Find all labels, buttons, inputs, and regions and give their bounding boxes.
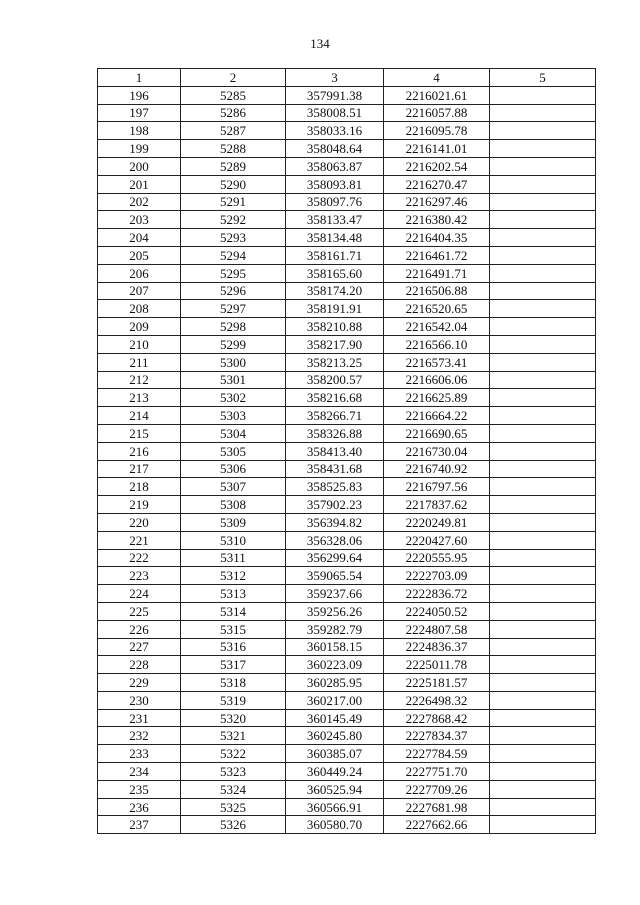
table-cell-col-5 xyxy=(490,371,596,389)
table-cell-col-2: 5286 xyxy=(181,104,286,122)
table-row xyxy=(98,389,596,407)
table-cell-col-4: 2227868.42 xyxy=(384,709,490,727)
table-cell-col-5 xyxy=(490,638,596,656)
table-cell-col-2: 5323 xyxy=(181,763,286,781)
table-cell-col-4: 2227784.59 xyxy=(384,745,490,763)
table-row xyxy=(98,442,596,460)
table-cell-col-3: 360145.49 xyxy=(286,709,384,727)
table-cell-col-3: 360223.09 xyxy=(286,656,384,674)
table-cell-col-3: 358266.71 xyxy=(286,407,384,425)
table-cell-col-5 xyxy=(490,300,596,318)
table-row xyxy=(98,460,596,478)
table-cell-col-2: 5319 xyxy=(181,691,286,709)
table-row xyxy=(98,513,596,531)
table-cell-col-4: 2216797.56 xyxy=(384,478,490,496)
table-cell-col-5 xyxy=(490,193,596,211)
table-cell-col-2: 5296 xyxy=(181,282,286,300)
table-row xyxy=(98,549,596,567)
table-cell-col-4: 2216730.04 xyxy=(384,442,490,460)
table-cell-col-3: 358097.76 xyxy=(286,193,384,211)
table-cell-col-2: 5299 xyxy=(181,335,286,353)
table-cell-col-3: 360245.80 xyxy=(286,727,384,745)
table-cell-col-1: 233 xyxy=(98,745,181,763)
table-cell-col-1: 197 xyxy=(98,104,181,122)
table-cell-col-1: 232 xyxy=(98,727,181,745)
table-header xyxy=(98,69,596,87)
table-cell-col-2: 5317 xyxy=(181,656,286,674)
table-cell-col-3: 358431.68 xyxy=(286,460,384,478)
table-cell-col-4: 2222836.72 xyxy=(384,585,490,603)
table-row xyxy=(98,620,596,638)
table-cell-col-3: 358048.64 xyxy=(286,140,384,158)
table-cell-col-3: 359256.26 xyxy=(286,602,384,620)
table-cell-col-3: 358326.88 xyxy=(286,424,384,442)
table-cell-col-5 xyxy=(490,211,596,229)
table-cell-col-1: 224 xyxy=(98,585,181,603)
table-cell-col-1: 234 xyxy=(98,763,181,781)
table-cell-col-1: 219 xyxy=(98,496,181,514)
table-row xyxy=(98,638,596,656)
table-cell-col-5 xyxy=(490,460,596,478)
table-cell-col-3: 360285.95 xyxy=(286,674,384,692)
table-cell-col-3: 358217.90 xyxy=(286,335,384,353)
table-cell-col-4: 2226498.32 xyxy=(384,691,490,709)
table-cell-col-4: 2216740.92 xyxy=(384,460,490,478)
table-cell-col-4: 2220427.60 xyxy=(384,531,490,549)
table-cell-col-1: 222 xyxy=(98,549,181,567)
page-number: 134 xyxy=(310,36,330,51)
table-cell-col-3: 358210.88 xyxy=(286,318,384,336)
table-cell-col-1: 218 xyxy=(98,478,181,496)
table-cell-col-4: 2216270.47 xyxy=(384,175,490,193)
table-cell-col-2: 5301 xyxy=(181,371,286,389)
table-cell-col-1: 200 xyxy=(98,157,181,175)
table-cell-col-5 xyxy=(490,282,596,300)
column-header-4: 4 xyxy=(384,69,490,87)
table-cell-col-2: 5321 xyxy=(181,727,286,745)
table-row xyxy=(98,585,596,603)
table-cell-col-2: 5318 xyxy=(181,674,286,692)
table-cell-col-1: 223 xyxy=(98,567,181,585)
table-cell-col-3: 358093.81 xyxy=(286,175,384,193)
table-cell-col-4: 2216297.46 xyxy=(384,193,490,211)
table-row xyxy=(98,727,596,745)
table-cell-col-1: 226 xyxy=(98,620,181,638)
table-cell-col-2: 5306 xyxy=(181,460,286,478)
table-row xyxy=(98,104,596,122)
table-cell-col-3: 358165.60 xyxy=(286,264,384,282)
table-row xyxy=(98,674,596,692)
table-cell-col-1: 196 xyxy=(98,86,181,104)
table-cell-col-1: 237 xyxy=(98,816,181,834)
table-cell-col-3: 357991.38 xyxy=(286,86,384,104)
table-cell-col-4: 2216690.65 xyxy=(384,424,490,442)
table-cell-col-1: 212 xyxy=(98,371,181,389)
table-cell-col-3: 360566.91 xyxy=(286,798,384,816)
table-cell-col-3: 356394.82 xyxy=(286,513,384,531)
table-row xyxy=(98,424,596,442)
table-cell-col-2: 5293 xyxy=(181,229,286,247)
table-cell-col-2: 5325 xyxy=(181,798,286,816)
table-cell-col-4: 2220249.81 xyxy=(384,513,490,531)
table-cell-col-1: 215 xyxy=(98,424,181,442)
table-cell-col-3: 360217.00 xyxy=(286,691,384,709)
table-row xyxy=(98,175,596,193)
table-cell-col-5 xyxy=(490,656,596,674)
table-cell-col-2: 5304 xyxy=(181,424,286,442)
table-cell-col-1: 228 xyxy=(98,656,181,674)
table-cell-col-3: 357902.23 xyxy=(286,496,384,514)
table-cell-col-1: 209 xyxy=(98,318,181,336)
table-cell-col-3: 360385.07 xyxy=(286,745,384,763)
table-cell-col-5 xyxy=(490,531,596,549)
table-cell-col-1: 210 xyxy=(98,335,181,353)
table-cell-col-1: 227 xyxy=(98,638,181,656)
table-cell-col-5 xyxy=(490,709,596,727)
table-cell-col-4: 2216606.06 xyxy=(384,371,490,389)
table-row xyxy=(98,780,596,798)
table-cell-col-2: 5322 xyxy=(181,745,286,763)
table-cell-col-2: 5292 xyxy=(181,211,286,229)
table-cell-col-5 xyxy=(490,424,596,442)
table-cell-col-5 xyxy=(490,229,596,247)
table-cell-col-2: 5285 xyxy=(181,86,286,104)
table-cell-col-1: 230 xyxy=(98,691,181,709)
table-cell-col-5 xyxy=(490,798,596,816)
table-cell-col-1: 198 xyxy=(98,122,181,140)
table-cell-col-4: 2216566.10 xyxy=(384,335,490,353)
table-cell-col-4: 2224807.58 xyxy=(384,620,490,638)
table-row xyxy=(98,602,596,620)
table-row xyxy=(98,478,596,496)
table-cell-col-4: 2217837.62 xyxy=(384,496,490,514)
table-cell-col-2: 5308 xyxy=(181,496,286,514)
table-cell-col-4: 2227834.37 xyxy=(384,727,490,745)
table-cell-col-2: 5324 xyxy=(181,780,286,798)
table-cell-col-5 xyxy=(490,585,596,603)
table-cell-col-1: 236 xyxy=(98,798,181,816)
table-cell-col-4: 2216202.54 xyxy=(384,157,490,175)
table-cell-col-2: 5310 xyxy=(181,531,286,549)
table-cell-col-5 xyxy=(490,816,596,834)
table-cell-col-5 xyxy=(490,104,596,122)
table-cell-col-1: 208 xyxy=(98,300,181,318)
table-row xyxy=(98,531,596,549)
table-cell-col-5 xyxy=(490,513,596,531)
table-cell-col-2: 5300 xyxy=(181,353,286,371)
table-cell-col-1: 199 xyxy=(98,140,181,158)
table-cell-col-5 xyxy=(490,389,596,407)
table-cell-col-4: 2222703.09 xyxy=(384,567,490,585)
table-cell-col-1: 229 xyxy=(98,674,181,692)
table-cell-col-3: 359237.66 xyxy=(286,585,384,603)
table-cell-col-1: 202 xyxy=(98,193,181,211)
column-header-1: 1 xyxy=(98,69,181,87)
table-cell-col-3: 358033.16 xyxy=(286,122,384,140)
table-cell-col-5 xyxy=(490,157,596,175)
table-cell-col-4: 2227662.66 xyxy=(384,816,490,834)
table-cell-col-4: 2225011.78 xyxy=(384,656,490,674)
table-cell-col-5 xyxy=(490,442,596,460)
table-cell-col-5 xyxy=(490,727,596,745)
table-row xyxy=(98,335,596,353)
table-cell-col-5 xyxy=(490,549,596,567)
table-cell-col-4: 2216542.04 xyxy=(384,318,490,336)
table-cell-col-3: 358525.83 xyxy=(286,478,384,496)
table-cell-col-2: 5326 xyxy=(181,816,286,834)
table-cell-col-3: 356328.06 xyxy=(286,531,384,549)
table-cell-col-2: 5295 xyxy=(181,264,286,282)
table-cell-col-3: 356299.64 xyxy=(286,549,384,567)
table-cell-col-2: 5307 xyxy=(181,478,286,496)
table-cell-col-4: 2216021.61 xyxy=(384,86,490,104)
table-cell-col-4: 2224050.52 xyxy=(384,602,490,620)
table-row xyxy=(98,122,596,140)
table-row xyxy=(98,656,596,674)
column-header-5: 5 xyxy=(490,69,596,87)
table-cell-col-2: 5311 xyxy=(181,549,286,567)
table-row xyxy=(98,157,596,175)
table-cell-col-1: 204 xyxy=(98,229,181,247)
table-cell-col-5 xyxy=(490,335,596,353)
table-cell-col-5 xyxy=(490,264,596,282)
table-cell-col-2: 5290 xyxy=(181,175,286,193)
table-cell-col-5 xyxy=(490,745,596,763)
table-cell-col-3: 358008.51 xyxy=(286,104,384,122)
table-cell-col-4: 2216491.71 xyxy=(384,264,490,282)
table-cell-col-2: 5320 xyxy=(181,709,286,727)
table-cell-col-3: 358133.47 xyxy=(286,211,384,229)
table-body xyxy=(98,86,596,833)
table-cell-col-3: 360158.15 xyxy=(286,638,384,656)
table-row xyxy=(98,193,596,211)
table-row xyxy=(98,229,596,247)
table-cell-col-4: 2216404.35 xyxy=(384,229,490,247)
table-cell-col-2: 5291 xyxy=(181,193,286,211)
table-cell-col-1: 203 xyxy=(98,211,181,229)
table-row xyxy=(98,567,596,585)
table-row xyxy=(98,140,596,158)
column-header-3: 3 xyxy=(286,69,384,87)
table-cell-col-1: 205 xyxy=(98,246,181,264)
table-cell-col-5 xyxy=(490,353,596,371)
table-cell-col-5 xyxy=(490,175,596,193)
table-cell-col-3: 358216.68 xyxy=(286,389,384,407)
table-cell-col-2: 5288 xyxy=(181,140,286,158)
table-cell-col-4: 2216625.89 xyxy=(384,389,490,407)
table-cell-col-5 xyxy=(490,496,596,514)
table-cell-col-3: 360525.94 xyxy=(286,780,384,798)
table-cell-col-5 xyxy=(490,478,596,496)
table-cell-col-4: 2216506.88 xyxy=(384,282,490,300)
table-cell-col-5 xyxy=(490,763,596,781)
table-cell-col-2: 5315 xyxy=(181,620,286,638)
column-header-2: 2 xyxy=(181,69,286,87)
table-cell-col-3: 359065.54 xyxy=(286,567,384,585)
table-row xyxy=(98,282,596,300)
table-cell-col-1: 225 xyxy=(98,602,181,620)
table-row xyxy=(98,300,596,318)
table-cell-col-2: 5316 xyxy=(181,638,286,656)
table-cell-col-2: 5309 xyxy=(181,513,286,531)
table-cell-col-5 xyxy=(490,674,596,692)
table-cell-col-1: 221 xyxy=(98,531,181,549)
table-row xyxy=(98,246,596,264)
table-cell-col-4: 2216664.22 xyxy=(384,407,490,425)
table-cell-col-5 xyxy=(490,318,596,336)
table-cell-col-2: 5287 xyxy=(181,122,286,140)
table-cell-col-4: 2227709.26 xyxy=(384,780,490,798)
table-cell-col-1: 235 xyxy=(98,780,181,798)
table-cell-col-5 xyxy=(490,620,596,638)
table-cell-col-4: 2225181.57 xyxy=(384,674,490,692)
table-cell-col-2: 5297 xyxy=(181,300,286,318)
table-cell-col-4: 2224836.37 xyxy=(384,638,490,656)
table-cell-col-2: 5312 xyxy=(181,567,286,585)
table-cell-col-4: 2216380.42 xyxy=(384,211,490,229)
table-cell-col-1: 207 xyxy=(98,282,181,300)
table-cell-col-5 xyxy=(490,567,596,585)
table-row xyxy=(98,407,596,425)
table-row xyxy=(98,691,596,709)
table-cell-col-5 xyxy=(490,407,596,425)
table-cell-col-2: 5303 xyxy=(181,407,286,425)
table-cell-col-1: 217 xyxy=(98,460,181,478)
table-cell-col-1: 220 xyxy=(98,513,181,531)
table-cell-col-4: 2216057.88 xyxy=(384,104,490,122)
table-cell-col-4: 2216573.41 xyxy=(384,353,490,371)
table-cell-col-3: 358191.91 xyxy=(286,300,384,318)
table-cell-col-3: 358063.87 xyxy=(286,157,384,175)
table-cell-col-2: 5313 xyxy=(181,585,286,603)
table-cell-col-5 xyxy=(490,86,596,104)
table-cell-col-4: 2216461.72 xyxy=(384,246,490,264)
table-cell-col-3: 358200.57 xyxy=(286,371,384,389)
table-cell-col-5 xyxy=(490,122,596,140)
table-cell-col-4: 2216095.78 xyxy=(384,122,490,140)
table-row xyxy=(98,371,596,389)
table-cell-col-3: 358413.40 xyxy=(286,442,384,460)
table-cell-col-1: 206 xyxy=(98,264,181,282)
table-cell-col-3: 359282.79 xyxy=(286,620,384,638)
table-row xyxy=(98,763,596,781)
table-cell-col-5 xyxy=(490,246,596,264)
header-row xyxy=(98,69,596,87)
table-row xyxy=(98,211,596,229)
table-cell-col-2: 5302 xyxy=(181,389,286,407)
coordinates-table xyxy=(97,68,596,834)
table-cell-col-1: 213 xyxy=(98,389,181,407)
table-cell-col-4: 2220555.95 xyxy=(384,549,490,567)
table-cell-col-3: 358161.71 xyxy=(286,246,384,264)
table-cell-col-1: 201 xyxy=(98,175,181,193)
table-cell-col-2: 5314 xyxy=(181,602,286,620)
table-row xyxy=(98,709,596,727)
table-row xyxy=(98,496,596,514)
table-row xyxy=(98,745,596,763)
table-cell-col-2: 5298 xyxy=(181,318,286,336)
table-row xyxy=(98,318,596,336)
table-cell-col-3: 360580.70 xyxy=(286,816,384,834)
table-cell-col-1: 216 xyxy=(98,442,181,460)
table-cell-col-5 xyxy=(490,780,596,798)
table-row xyxy=(98,816,596,834)
table-cell-col-4: 2227751.70 xyxy=(384,763,490,781)
table-cell-col-3: 358174.20 xyxy=(286,282,384,300)
table-cell-col-4: 2216520.65 xyxy=(384,300,490,318)
table-row xyxy=(98,86,596,104)
table-cell-col-2: 5289 xyxy=(181,157,286,175)
table-cell-col-1: 211 xyxy=(98,353,181,371)
table-cell-col-3: 358213.25 xyxy=(286,353,384,371)
table-cell-col-3: 358134.48 xyxy=(286,229,384,247)
table-cell-col-1: 231 xyxy=(98,709,181,727)
table-cell-col-2: 5294 xyxy=(181,246,286,264)
table-cell-col-1: 214 xyxy=(98,407,181,425)
table-cell-col-4: 2216141.01 xyxy=(384,140,490,158)
table-cell-col-5 xyxy=(490,602,596,620)
table-cell-col-2: 5305 xyxy=(181,442,286,460)
table-cell-col-3: 360449.24 xyxy=(286,763,384,781)
table-cell-col-5 xyxy=(490,140,596,158)
table-cell-col-4: 2227681.98 xyxy=(384,798,490,816)
table-cell-col-5 xyxy=(490,691,596,709)
table-row xyxy=(98,353,596,371)
table-row xyxy=(98,264,596,282)
table-row xyxy=(98,798,596,816)
